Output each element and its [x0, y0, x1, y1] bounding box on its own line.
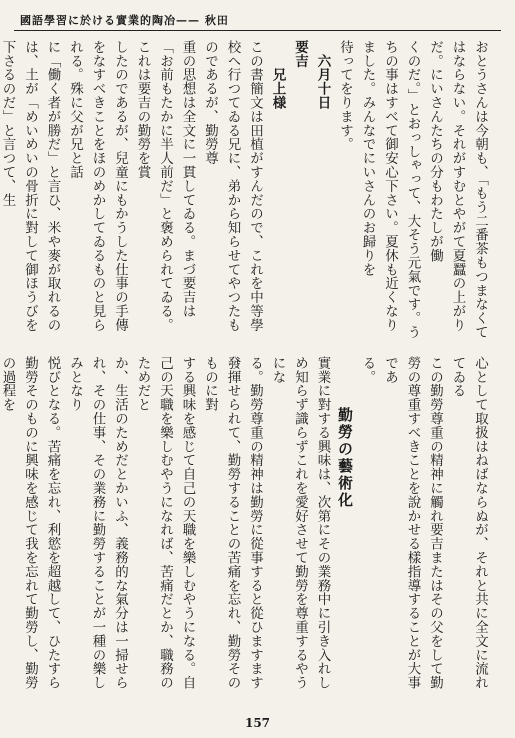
letter-line: くのだ。」とおっしゃって、大そう元氣です。うちの事はすべて御安心下さい。夏休も近くなりました。みんなでにいさんのお歸りを [359, 40, 421, 340]
lower-text-block [0, 356, 491, 696]
addressee-text: 兄上様 [269, 67, 286, 110]
section-line: 實業に對する興味は、次第にその業務中に引き入れしめ知らず識らずこれを愛好させて勤勞を尊重するやうにな [269, 356, 331, 690]
intro-line: 心として取扱はねばならぬが、それと共に全文に流れてゐる [449, 356, 488, 690]
header-rule [14, 30, 501, 31]
letter-addressee [266, 40, 289, 345]
letter-line: 待ってをります。 [337, 40, 353, 152]
section-heading [334, 356, 357, 696]
running-header [20, 12, 495, 26]
commentary-line: この書簡文は田植がすんだので、これを中等學校へ行つてゐる兄に、弟から知らせてやつたものであるが、勤勞尊 [202, 40, 263, 332]
intro-line: る。 [359, 356, 376, 384]
section-line: する興味を感じて自己の天職を樂しむやうになる。自己の天職を樂しむやうになれば、苦痛だとか、職務のためだと [134, 356, 196, 690]
letter-line: おとうさんは今朝も、「もう二番茶もつまなくてはならない。それがすむとやがて夏蠶の上がりだ。にいさんたちの分もわたしが働 [427, 40, 488, 340]
page-number: 157 [244, 716, 271, 730]
commentary-line: したのであるが、兒童にもかうした仕事の手傳をなすべきことをほのめかしてゐるものと見られる。殊に父が兄と話 [67, 40, 128, 332]
upper-text-block [0, 40, 491, 345]
section-line: る。勤勞尊重の精神は勤勞に從事すると從ひますます發揮せられて、勤勞することの苦痛を忘れ、勤勞そのものに對 [202, 356, 263, 690]
commentary-line: 重の思想は全文に一貫してゐる。まづ要吉は「お前もたかに半人前だ」と褒められてゐる。これは要吉の勤勞を賞 [134, 40, 196, 332]
commentary-line: に「働く者が勝だ」と言ひ、米や麥が取れるのは、土が「めいめいの骨折に對して御ほうびを下さるのだ」と言つて、生 [0, 40, 61, 332]
section-title-text: 勤勞の藝術化 [336, 407, 354, 509]
running-title: 國語學習に於ける實業的陶冶—— 秋田 [20, 14, 229, 27]
date-text: 六月十日 [314, 53, 331, 110]
section-line: 悦びとなる。苦痛を忘れ、利慾を超越して、ひたすら勤勞そのものに興味を感じて我を忘れて勤勞し、勤勞の過程を [0, 356, 61, 690]
section-line: か、生活のためだとかいふ、義務的な氣分は一掃せられ、その仕事、その業務に勤勞することが一種の樂しみとなり [67, 356, 128, 690]
signature: 要吉 [292, 40, 308, 68]
intro-line: この勤勞尊重の精神に觸れ要吉またはその父をして勤勞の尊重すべきことを說かせる樣指導することが大事であ [382, 356, 443, 690]
letter-date [289, 40, 334, 345]
